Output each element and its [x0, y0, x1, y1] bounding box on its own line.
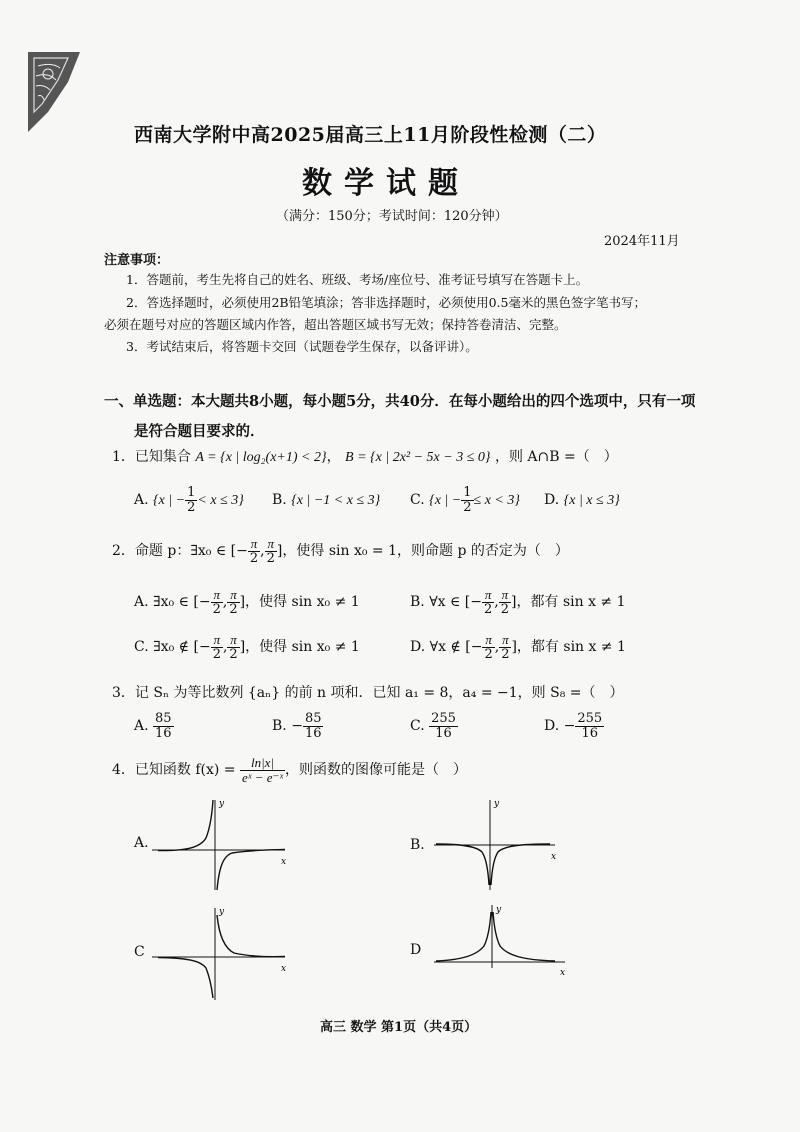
q4-stem-prefix: 4．已知函数 f(x) = [112, 762, 236, 779]
q3-option-a-num: 85 [155, 711, 172, 726]
q2-option-a-two-2: 2 [229, 601, 238, 617]
q2-option-d-pre: ∀x ∉ [− [429, 639, 483, 656]
q3-option-d-den: 16 [581, 725, 599, 741]
graph-d-y-label: y [496, 905, 502, 915]
q2-option-d: D. ∀x ∉ [− $\frac{\pi}{2}$ , $\frac{\pi}{2}$ ]，都有 sin x ≠ 1 [410, 632, 626, 662]
q1-option-b-label: B. [272, 492, 287, 508]
notice-item-2: 2．答选择题时，必须使用2B铅笔填涂；答非选择题时，必须使用0.5毫米的黑色签字笔书写； [126, 295, 646, 310]
q3-option-d [544, 712, 604, 740]
graph-c [150, 905, 290, 1005]
q2-option-c-pi-2: π [227, 633, 239, 648]
q1-option-a-label: A. [134, 492, 149, 509]
graph-d-curve-left [436, 912, 491, 961]
graph-a [150, 795, 290, 895]
q4-fraction-num: ln|x| [240, 756, 285, 771]
q1-stem-prefix: 1．已知集合 [112, 449, 191, 465]
graph-a-label: A. [134, 835, 149, 851]
q1-option-a [134, 486, 244, 514]
subject-title: 数学试题 [302, 166, 470, 201]
q3-option-c-label: C. [410, 718, 425, 735]
q1-option-c-post: ≤ x < 3} [473, 493, 520, 509]
notice-item-1: 1．答题前，考生先将自己的姓名、班级、考场/座位号、准考证号填写在答题卡上。 [126, 272, 589, 287]
graph-d-label: D [410, 942, 422, 958]
q2-option-d-label: D. [410, 639, 426, 656]
q3-option-c-num: 255 [431, 711, 456, 726]
q2-pi-num-1: π [248, 537, 260, 552]
q2-option-a-two-1: 2 [212, 601, 221, 617]
q1-option-c-den: 2 [463, 499, 472, 515]
exam-date: 2024年11月 [604, 234, 680, 249]
q2-option-c-pi-1: π [211, 633, 223, 648]
q2-option-a: A. ∃x₀ ∈ [− $\frac{\pi}{2}$ , $\frac{\pi}{2}$ ]，使得 sin x₀ ≠ 1 [134, 587, 360, 617]
q3-option-d-num: 255 [577, 711, 603, 726]
q2-option-d-pi-1: π [482, 633, 494, 648]
q1-option-c [410, 486, 520, 514]
q2-option-b-pre: ∀x ∈ [− [429, 594, 483, 611]
q2-option-c-label: C. [134, 639, 149, 656]
q3-option-b-sign: − [291, 718, 303, 735]
q2-pi-den-1: 2 [249, 550, 259, 566]
q3-stem: 3．记 Sₙ 为等比数列 {aₙ} 的前 n 项和．已知 a₁ = 8，a₄ = −1，则 S₈ =（ ） [112, 685, 624, 701]
q3-option-b-den: 16 [304, 725, 322, 741]
graph-b-curve-right [491, 844, 550, 885]
q1-option-c-num: 1 [463, 485, 472, 500]
graph-a-curve-left [158, 800, 213, 851]
q2-option-b-pi-2: π [499, 588, 511, 603]
q2-option-c-post: ]，使得 sin x₀ ≠ 1 [239, 639, 360, 656]
graph-b-x-label: x [551, 852, 557, 862]
q2-option-d-two-1: 2 [484, 646, 493, 662]
q1-set-b: B = {x | 2x² − 5x − 3 ≤ 0} [345, 450, 491, 465]
q4-stem [112, 756, 467, 784]
q3-option-c-den: 16 [435, 725, 452, 741]
q1-option-a-post: < x ≤ 3} [197, 493, 244, 509]
q1-option-d-label: D. [544, 492, 560, 508]
q2-option-b-two-1: 2 [484, 601, 493, 617]
q2-option-c-two-2: 2 [229, 646, 238, 662]
graph-c-y-label: y [219, 907, 225, 917]
exam-info: （满分：150分；考试时间：120分钟） [276, 209, 508, 224]
q2-stem: 2．命题 p：∃x₀ ∈ [− $\frac{\pi}{2}$ , $\frac{\pi}{2}$ ]，使得 sin x₀ = 1，则命题 p 的否定为（ ） [112, 536, 569, 566]
q2-option-a-post: ]，使得 sin x₀ ≠ 1 [239, 594, 360, 611]
graph-b-label: B. [410, 837, 425, 853]
q1-separator: ， [326, 449, 341, 465]
q2-option-b-pi-1: π [482, 588, 494, 603]
graph-d-x-label: x [560, 968, 566, 978]
q3-option-d-sign: − [563, 718, 576, 735]
q2-option-b-label: B. [410, 594, 425, 611]
q2-pi-den-2: 2 [266, 550, 275, 566]
q1-option-b-text: {x | −1 < x ≤ 3} [291, 493, 381, 508]
q2-option-c: C. ∃x₀ ∉ [− $\frac{\pi}{2}$ , $\frac{\pi}{2}$ ]，使得 sin x₀ ≠ 1 [134, 632, 360, 662]
q3-option-a-den: 16 [155, 725, 172, 741]
notice-item-3: 3．考试结束后，将答题卡交回（试题卷学生保存，以备评讲）。 [126, 339, 478, 354]
q1-stem-suffix: ，则 A∩B =（ ） [494, 449, 618, 465]
page-footer: 高三 数学 第1页（共4页） [320, 1020, 478, 1035]
q2-option-a-pi-1: π [211, 588, 223, 603]
q2-option-a-pre: ∃x₀ ∈ [− [153, 594, 211, 611]
corner-seal-image [28, 52, 80, 132]
q2-option-a-label: A. [134, 594, 149, 611]
graph-c-label: C [134, 944, 145, 960]
q3-option-a-label: A. [134, 718, 149, 735]
q1-option-d [544, 492, 620, 509]
q1-option-a-pre: {x | − [153, 493, 186, 509]
q1-option-d-text: {x | x ≤ 3} [563, 493, 620, 508]
q2-option-d-two-2: 2 [501, 646, 510, 662]
q3-option-c [410, 712, 458, 740]
section-heading: 一、单选题：本大题共8小题，每小题5分，共40分．在每小题给出的四个选项中，只有一项 [104, 393, 696, 410]
q1-option-c-pre: {x | − [429, 493, 462, 509]
graph-a-x-label: x [281, 857, 287, 867]
q2-option-c-two-1: 2 [212, 646, 221, 662]
q2-option-d-post: ]，都有 sin x ≠ 1 [511, 639, 626, 656]
q2-option-b-post: ]，都有 sin x ≠ 1 [511, 594, 626, 611]
q4-stem-suffix: ，则函数的图像可能是（ ） [285, 762, 468, 779]
q2-option-a-pi-2: π [227, 588, 239, 603]
q1-option-a-num: 1 [187, 485, 196, 500]
exam-title: 西南大学附中高2025届高三上11月阶段性检测（二） [134, 124, 607, 146]
q1-option-a-den: 2 [187, 499, 196, 515]
graph-d [432, 902, 567, 978]
q2-option-b: B. ∀x ∈ [− $\frac{\pi}{2}$ , $\frac{\pi}{2}$ ]，都有 sin x ≠ 1 [410, 587, 626, 617]
graph-c-curve-right [217, 915, 285, 957]
q1-stem [112, 446, 618, 466]
graph-d-curve-right [493, 912, 555, 961]
q1-option-b [272, 492, 380, 509]
graph-b-curve-left [436, 844, 489, 885]
notice-item-2-cont: 必须在题号对应的答题区域内作答，超出答题区域书写无效；保持答卷清洁、完整。 [104, 317, 567, 332]
q3-option-d-label: D. [544, 718, 560, 735]
q3-option-b-label: B. [272, 718, 287, 735]
section-heading-cont: 是符合题目要求的． [134, 423, 265, 440]
q2-stem-prefix: 2．命题 p：∃x₀ ∈ [− [112, 543, 248, 560]
graph-a-y-label: y [219, 799, 225, 809]
graph-b [432, 795, 562, 895]
graph-a-curve-right [217, 850, 285, 891]
q3-option-b [272, 712, 323, 740]
q2-pi-num-2: π [265, 537, 277, 552]
q2-option-c-pre: ∃x₀ ∉ [− [153, 639, 211, 656]
graph-b-y-label: y [494, 799, 500, 809]
q3-option-a [134, 712, 174, 740]
q2-option-b-two-2: 2 [500, 601, 510, 617]
q2-stem-suffix: ]，使得 sin x₀ = 1，则命题 p 的否定为（ ） [276, 543, 569, 560]
notice-title: 注意事项： [104, 253, 170, 268]
graph-c-curve-left [158, 958, 213, 999]
q1-option-c-label: C. [410, 492, 425, 509]
q4-fraction-den: eˣ − e⁻ˣ [242, 769, 284, 785]
q1-set-a: A = {x | log₂(x+1) < 2} [195, 450, 327, 465]
graph-c-x-label: x [281, 964, 287, 974]
q2-option-d-pi-2: π [499, 633, 511, 648]
q3-option-b-num: 85 [304, 711, 322, 726]
